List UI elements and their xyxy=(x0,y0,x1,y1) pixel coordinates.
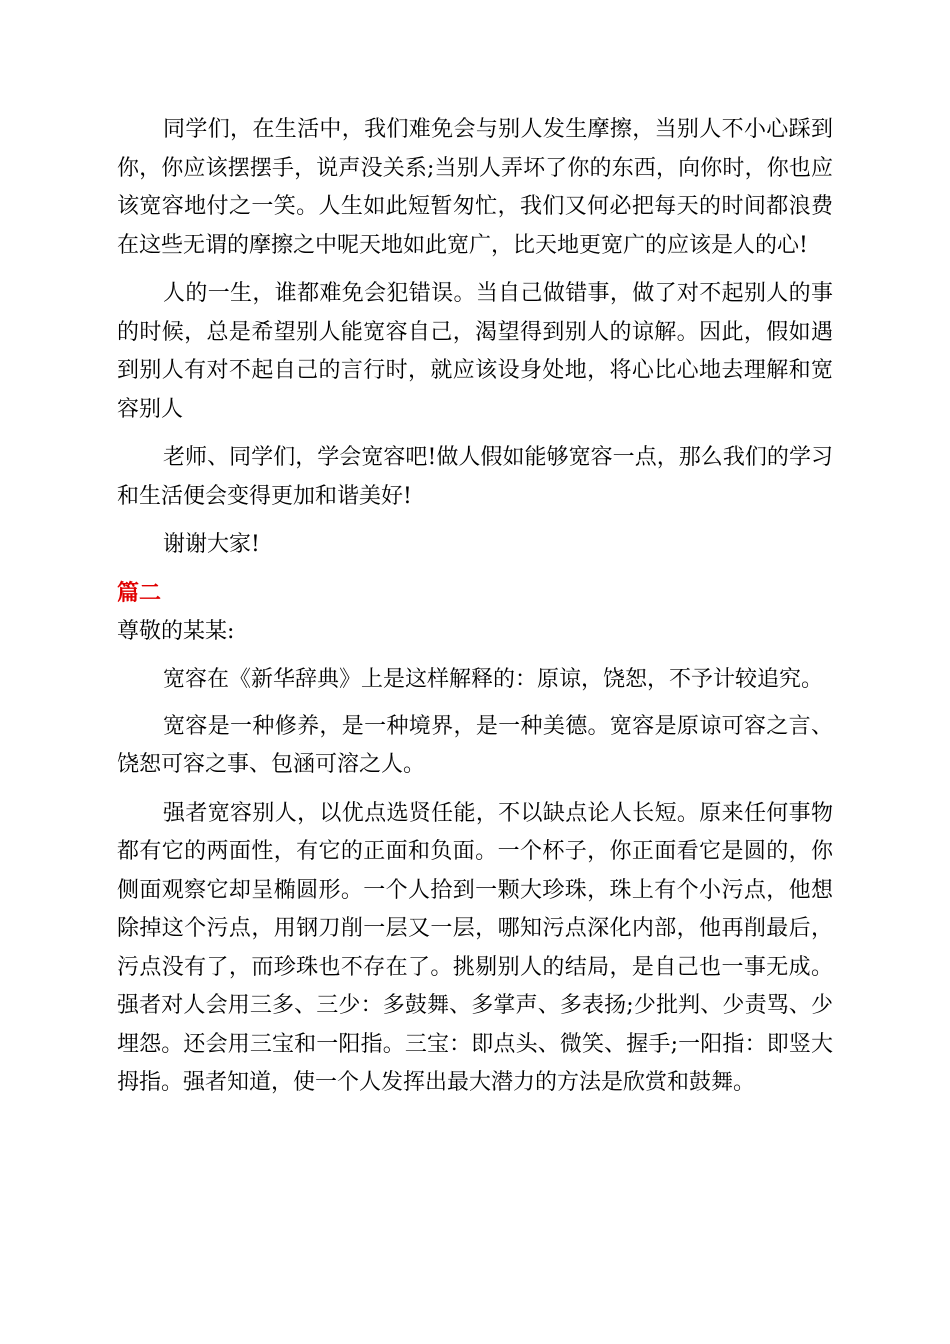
document-page xyxy=(117,111,833,1103)
paragraph-tolerance-virtue: 宽容是一种修养，是一种境界，是一种美德。宽容是原谅可容之言、饶恕可容之事、包涵可溶之人。 xyxy=(117,713,833,777)
paragraph-strong-people: 强者宽容别人，以优点选贤任能，不以缺点论人长短。原来任何事物都有它的两面性，有它的正面和负面。一个杯子，你正面看它是圆的，你侧面观察它却呈椭圆形。一个人拾到一颗大珍珠，珠上有个小污点，他想除掉这个污点，用钢刀削一层又一层，哪知污点深化内部，他再削最后，污点没有了，而珍珠也不存在了。挑剔别人的结局，是自己也一事无成。强者对人会用三多、三少：多鼓舞、多掌声、多表扬;少批判、少责骂、少埋怨。还会用三宝和一阳指。三宝：即点头、微笑、握手;一阳指：即竖大拇指。强者知道，使一个人发挥出最大潜力的方法是欣赏和鼓舞。 xyxy=(117,800,833,1095)
greeting: 尊敬的某某: xyxy=(117,618,235,644)
paragraph-thanks: 谢谢大家! xyxy=(163,532,260,557)
paragraph-dictionary-definition: 宽容在《新华辞典》上是这样解释的：原谅，饶恕，不予计较追究。 xyxy=(163,667,824,692)
paragraph-everyone-makes-mistakes: 人的一生，谁都难免会犯错误。当自己做错事，做了对不起别人的事的时候，总是希望别人能宽容自己，渴望得到别人的谅解。因此，假如遇到别人有对不起自己的言行时，就应该设身处地，将心比心地去理解和宽容别人 xyxy=(117,281,833,422)
section-heading: 篇二 xyxy=(117,580,162,606)
paragraph-learn-tolerance: 老师、同学们，学会宽容吧!做人假如能够宽容一点，那么我们的学习和生活便会变得更加和谐美好! xyxy=(117,445,833,509)
paragraph-tolerance-in-life: 同学们，在生活中，我们难免会与别人发生摩擦，当别人不小心踩到你，你应该摆摆手，说声没关系;当别人弄坏了你的东西，向你时，你也应该宽容地付之一笑。人生如此短暂匆忙，我们又何必把每天的时间都浪费在这些无谓的摩擦之中呢天地如此宽广，比天地更宽广的应该是人的心! xyxy=(117,117,833,258)
